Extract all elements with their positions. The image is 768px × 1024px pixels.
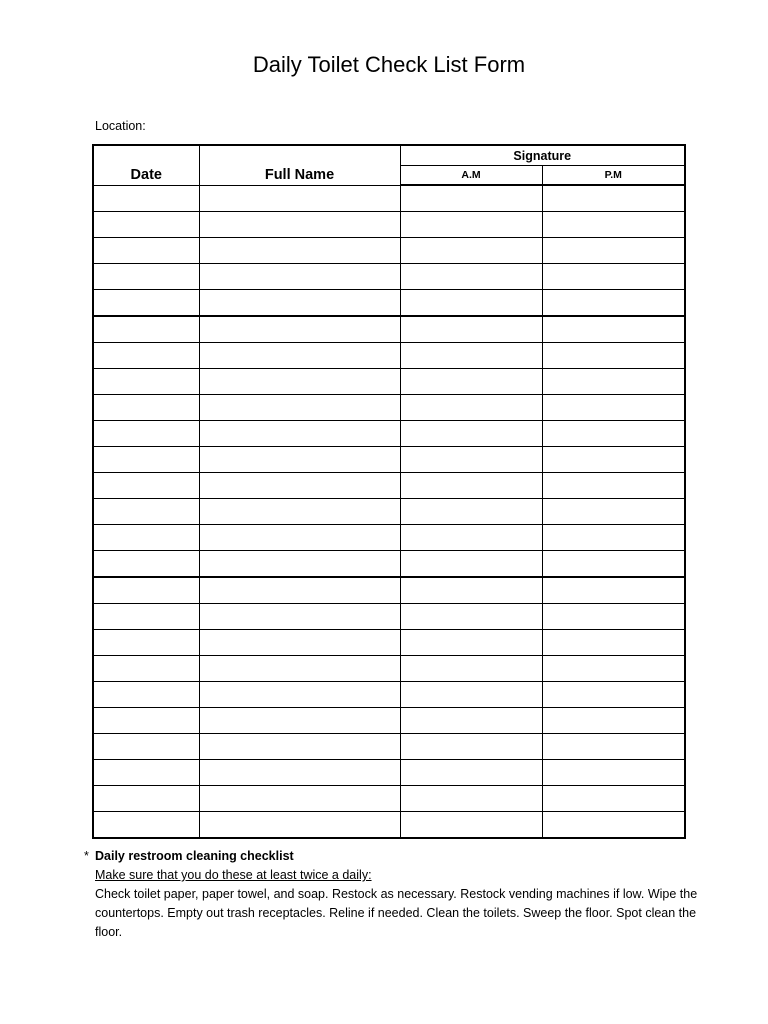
- full-name-cell[interactable]: [199, 734, 400, 760]
- date-column-header: Date: [93, 145, 199, 185]
- table-row: [93, 604, 685, 630]
- full-name-cell[interactable]: [199, 447, 400, 473]
- notes-body: Check toilet paper, paper towel, and soap. Restock as necessary. Restock vending machines if low. Wipe the countertops. Empty out trash receptacles. Reline if needed. Clean the toilets. Sweep the floor. Spot clean the floor.: [95, 887, 698, 939]
- pm-signature-cell[interactable]: [542, 264, 685, 290]
- pm-signature-cell[interactable]: [542, 290, 685, 317]
- pm-signature-cell[interactable]: [542, 316, 685, 343]
- full-name-column-header: Full Name: [199, 145, 400, 185]
- table-row: [93, 447, 685, 473]
- date-cell[interactable]: [93, 786, 199, 812]
- full-name-cell[interactable]: [199, 786, 400, 812]
- am-signature-cell[interactable]: [400, 369, 542, 395]
- am-signature-cell[interactable]: [400, 525, 542, 551]
- table-row: [93, 395, 685, 421]
- notes-subheading: Make sure that you do these at least twice a daily:: [95, 868, 372, 882]
- date-cell[interactable]: [93, 812, 199, 839]
- date-cell[interactable]: [93, 734, 199, 760]
- am-signature-cell[interactable]: [400, 185, 542, 212]
- date-cell[interactable]: [93, 264, 199, 290]
- date-cell[interactable]: [93, 604, 199, 630]
- table-body: [93, 185, 685, 838]
- am-signature-cell[interactable]: [400, 212, 542, 238]
- table-row: [93, 185, 685, 212]
- pm-signature-cell[interactable]: [542, 212, 685, 238]
- table-row: [93, 264, 685, 290]
- full-name-cell[interactable]: [199, 343, 400, 369]
- full-name-cell[interactable]: [199, 604, 400, 630]
- full-name-cell[interactable]: [199, 682, 400, 708]
- full-name-cell[interactable]: [199, 185, 400, 212]
- table-row: [93, 421, 685, 447]
- pm-signature-cell[interactable]: [542, 656, 685, 682]
- pm-signature-cell[interactable]: [542, 185, 685, 212]
- am-signature-cell[interactable]: [400, 343, 542, 369]
- date-cell[interactable]: [93, 473, 199, 499]
- date-cell[interactable]: [93, 421, 199, 447]
- pm-signature-cell[interactable]: [542, 760, 685, 786]
- full-name-cell[interactable]: [199, 290, 400, 317]
- pm-signature-cell[interactable]: [542, 577, 685, 604]
- table-row: [93, 786, 685, 812]
- am-signature-cell[interactable]: [400, 656, 542, 682]
- am-signature-cell[interactable]: [400, 499, 542, 525]
- date-cell[interactable]: [93, 316, 199, 343]
- date-cell[interactable]: [93, 577, 199, 604]
- date-cell[interactable]: [93, 395, 199, 421]
- full-name-cell[interactable]: [199, 499, 400, 525]
- date-cell[interactable]: [93, 630, 199, 656]
- am-signature-cell[interactable]: [400, 708, 542, 734]
- table-row: [93, 551, 685, 578]
- date-cell[interactable]: [93, 551, 199, 578]
- pm-signature-cell[interactable]: [542, 473, 685, 499]
- check-list-table: [92, 144, 686, 839]
- am-signature-cell[interactable]: [400, 682, 542, 708]
- pm-signature-cell[interactable]: [542, 812, 685, 839]
- date-cell[interactable]: [93, 185, 199, 212]
- date-cell[interactable]: [93, 212, 199, 238]
- date-cell[interactable]: [93, 682, 199, 708]
- full-name-cell[interactable]: [199, 656, 400, 682]
- pm-signature-cell[interactable]: [542, 421, 685, 447]
- table-row: [93, 369, 685, 395]
- pm-signature-cell[interactable]: [542, 551, 685, 578]
- table-row: [93, 760, 685, 786]
- full-name-cell[interactable]: [199, 369, 400, 395]
- full-name-cell[interactable]: [199, 395, 400, 421]
- pm-signature-cell[interactable]: [542, 525, 685, 551]
- signature-column-header: Signature: [400, 145, 685, 166]
- am-signature-cell[interactable]: [400, 786, 542, 812]
- table-row: [93, 525, 685, 551]
- pm-signature-cell[interactable]: [542, 630, 685, 656]
- table-row: [93, 682, 685, 708]
- table-row: [93, 577, 685, 604]
- full-name-cell[interactable]: [199, 238, 400, 264]
- pm-column-header: P.M: [542, 166, 685, 186]
- date-cell[interactable]: [93, 369, 199, 395]
- am-signature-cell[interactable]: [400, 577, 542, 604]
- table-row: [93, 734, 685, 760]
- full-name-cell[interactable]: [199, 316, 400, 343]
- date-cell[interactable]: [93, 343, 199, 369]
- date-cell[interactable]: [93, 447, 199, 473]
- am-signature-cell[interactable]: [400, 473, 542, 499]
- date-cell[interactable]: [93, 525, 199, 551]
- am-signature-cell[interactable]: [400, 812, 542, 839]
- pm-signature-cell[interactable]: [542, 238, 685, 264]
- pm-signature-cell[interactable]: [542, 369, 685, 395]
- date-cell[interactable]: [93, 290, 199, 317]
- am-signature-cell[interactable]: [400, 734, 542, 760]
- bullet-asterisk: *: [84, 849, 89, 863]
- full-name-cell[interactable]: [199, 630, 400, 656]
- am-signature-cell[interactable]: [400, 421, 542, 447]
- am-signature-cell[interactable]: [400, 447, 542, 473]
- full-name-cell[interactable]: [199, 421, 400, 447]
- pm-signature-cell[interactable]: [542, 447, 685, 473]
- am-signature-cell[interactable]: [400, 760, 542, 786]
- full-name-cell[interactable]: [199, 525, 400, 551]
- cleaning-notes: [84, 847, 704, 942]
- full-name-cell[interactable]: [199, 264, 400, 290]
- notes-heading: Daily restroom cleaning checklist: [95, 849, 294, 863]
- am-signature-cell[interactable]: [400, 395, 542, 421]
- full-name-cell[interactable]: [199, 473, 400, 499]
- date-cell[interactable]: [93, 760, 199, 786]
- location-label: Location:: [95, 119, 146, 133]
- am-column-header: A.M: [400, 166, 542, 186]
- pm-signature-cell[interactable]: [542, 708, 685, 734]
- pm-signature-cell[interactable]: [542, 682, 685, 708]
- pm-signature-cell[interactable]: [542, 604, 685, 630]
- page-title: Daily Toilet Check List Form: [252, 52, 526, 77]
- table-row: [93, 316, 685, 343]
- table-row: [93, 473, 685, 499]
- pm-signature-cell[interactable]: [542, 395, 685, 421]
- date-cell[interactable]: [93, 708, 199, 734]
- pm-signature-cell[interactable]: [542, 499, 685, 525]
- date-cell[interactable]: [93, 238, 199, 264]
- full-name-cell[interactable]: [199, 212, 400, 238]
- table-row: [93, 343, 685, 369]
- table-row: [93, 708, 685, 734]
- table-row: [93, 238, 685, 264]
- full-name-cell[interactable]: [199, 551, 400, 578]
- full-name-cell[interactable]: [199, 577, 400, 604]
- am-signature-cell[interactable]: [400, 238, 542, 264]
- am-signature-cell[interactable]: [400, 264, 542, 290]
- table-row: [93, 212, 685, 238]
- am-signature-cell[interactable]: [400, 290, 542, 317]
- full-name-cell[interactable]: [199, 812, 400, 839]
- date-cell[interactable]: [93, 499, 199, 525]
- table-row: [93, 656, 685, 682]
- date-cell[interactable]: [93, 656, 199, 682]
- table-row: [93, 630, 685, 656]
- full-name-cell[interactable]: [199, 760, 400, 786]
- full-name-cell[interactable]: [199, 708, 400, 734]
- pm-signature-cell[interactable]: [542, 734, 685, 760]
- am-signature-cell[interactable]: [400, 630, 542, 656]
- pm-signature-cell[interactable]: [542, 786, 685, 812]
- am-signature-cell[interactable]: [400, 316, 542, 343]
- table-row: [93, 812, 685, 839]
- am-signature-cell[interactable]: [400, 551, 542, 578]
- table-row: [93, 499, 685, 525]
- table-row: [93, 290, 685, 317]
- am-signature-cell[interactable]: [400, 604, 542, 630]
- pm-signature-cell[interactable]: [542, 343, 685, 369]
